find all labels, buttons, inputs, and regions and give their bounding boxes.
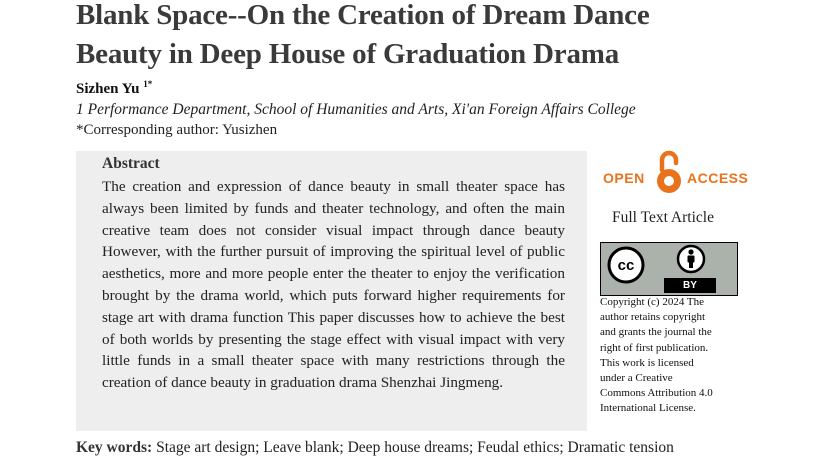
attribution-person-icon	[676, 244, 706, 274]
affiliation: 1 Performance Department, School of Humanities and Arts, Xi'an Foreign Affairs College	[76, 101, 636, 118]
title-line-1: Blank Space--On the Creation of Dream Dance	[76, 0, 650, 31]
full-text-label: Full Text Article	[612, 209, 714, 226]
copyright-line: right of first publication.	[600, 341, 709, 354]
author	[76, 79, 152, 98]
copyright-line: author retains copyright	[600, 311, 706, 324]
open-access-logo	[603, 148, 778, 196]
abstract-heading: Abstract	[102, 155, 160, 172]
abstract-box	[76, 151, 587, 431]
copyright-notice	[600, 295, 750, 417]
open-access-right-text: ACCESS	[687, 170, 749, 186]
copyright-line: Copyright (c) 2024 The	[600, 296, 704, 308]
keywords-label: Key words:	[76, 439, 153, 456]
keywords	[76, 439, 674, 457]
copyright-line: This work is licensed	[600, 356, 694, 369]
paper-title	[76, 0, 776, 74]
cc-text: cc	[617, 257, 635, 274]
copyright-line: and grants the journal the	[600, 326, 712, 339]
cc-by-label: BY	[664, 278, 716, 293]
open-lock-icon	[653, 148, 685, 196]
author-mark: 1*	[143, 79, 153, 89]
copyright-line: Commons Attribution 4.0	[600, 387, 713, 400]
copyright-line: under a Creative	[600, 372, 673, 385]
copyright-line: International License.	[600, 402, 696, 415]
creative-commons-icon	[606, 245, 646, 285]
corresponding-author: *Corresponding author: Yusizhen	[76, 122, 278, 138]
open-access-left-text: OPEN	[603, 170, 645, 186]
author-name: Sizhen Yu	[76, 81, 140, 97]
keywords-value: Stage art design; Leave blank; Deep house dreams; Feudal ethics; Dramatic tension	[156, 439, 674, 456]
title-line-2: Beauty in Deep House of Graduation Drama	[76, 38, 620, 70]
abstract-text: The creation and expression of dance beauty in small theater space has always been limited by funds and theater technology, and often the main creative team does not consider visual impact through dance beauty However, with the further pursuit of improving the spiritual level of public aesthetics, more and more people enter the theater to enjoy the verification brought by the drama world, which puts forward higher requirements for stage art with drama function This paper discusses how to achieve the best of both worlds by presenting the stage effect with visual impact with very little funds in a small theater space with many restrictions through the creation of dance beauty in graduation drama Shenzhai Jingmeng.	[102, 178, 565, 392]
